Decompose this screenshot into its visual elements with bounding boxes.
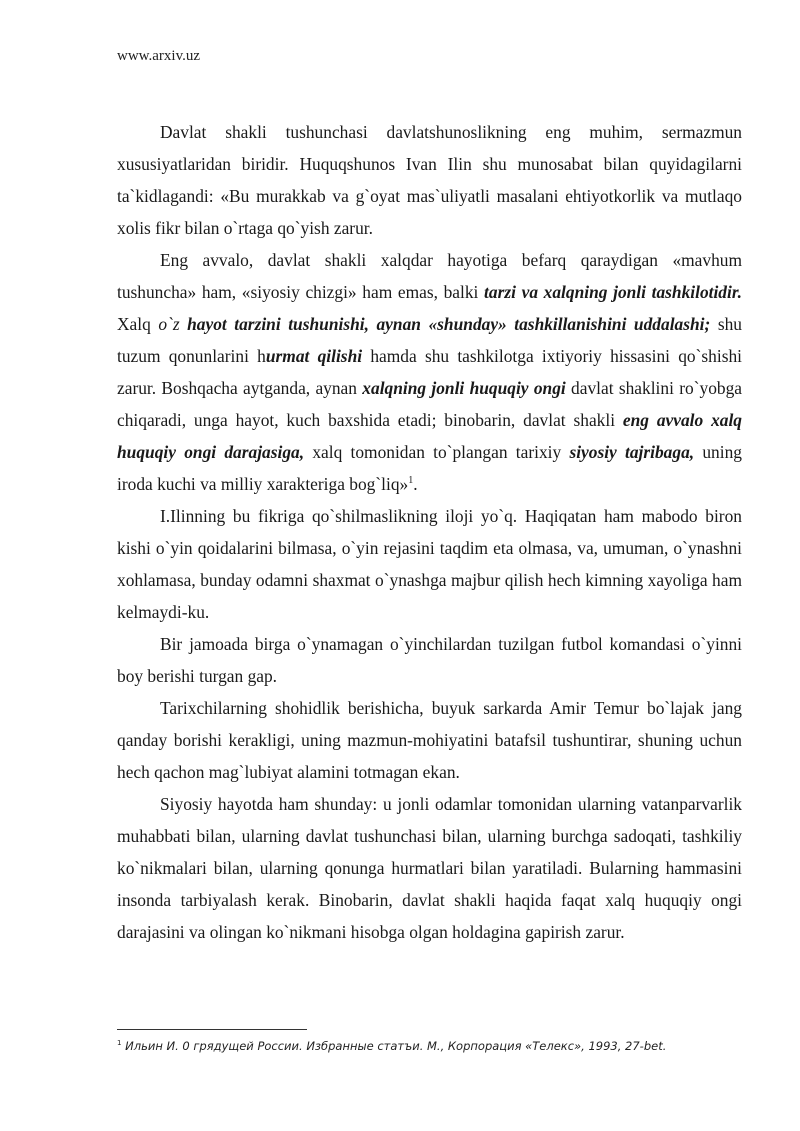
- paragraph-4: [117, 628, 742, 692]
- paragraph-2: [117, 244, 742, 500]
- paragraph-text: I.Ilinning bu fikriga qo`shilmaslikning iloji yo`q. Haqiqatan ham mabodo biron kishi o`yin qoidalarini bilmasa, o`yin rejasini taqdim eta olmasa, va, umuman, o`ynashni xohlamasa, bunday odamni shaxmat o`ynashga majbur qilish hech kimning xayoliga ham kelmaydi-ku.: [117, 506, 742, 622]
- emphasis-text: hayot tarzini tushunishi, aynan «shunday» tashkillanishini uddalashi;: [187, 314, 711, 334]
- emphasis-text: urmat qilishi: [265, 346, 363, 366]
- paragraph-1: [117, 116, 742, 244]
- paragraph-6: [117, 788, 742, 948]
- paragraph-3: [117, 500, 742, 628]
- footnote-mark: 1: [117, 1039, 122, 1048]
- paragraph-text: Bir jamoada birga o`ynamagan o`yinchilardan tuzilgan futbol komandasi o`yinni boy berishi turgan gap.: [117, 634, 742, 686]
- paragraph-text: Tarixchilarning shohidlik berishicha, buyuk sarkarda Amir Temur bo`lajak jang qanday borishi kerakligi, uning mazmun-mohiyatini batafsil tushuntirar, shuning uchun hech qachon mag`lubiyat alamini totmagan ekan.: [117, 698, 742, 782]
- footnote: [117, 1038, 742, 1054]
- site-header: www.arxiv.uz: [117, 48, 201, 64]
- italic-text: o`z: [158, 314, 180, 334]
- paragraph-text: shu tuzum qonunlarini h: [117, 314, 742, 366]
- emphasis-text: tarzi va xalqning jonli tashkilotidir.: [484, 282, 742, 302]
- emphasis-text: siyosiy tajribaga,: [569, 442, 695, 462]
- paragraph-text: davlat shaklini ro`yobga chiqaradi, unga hayot, kuch baxshida etadi; binobarin, davlat shakli: [117, 378, 742, 430]
- footnote-text: Ильин И. 0 грядущей России. Избранные статъи. М., Корпорация «Телекс», 1993, 27-bet.: [121, 1039, 667, 1053]
- emphasis-text: eng avvalo xalq huquqiy ongi darajasiga,: [117, 410, 742, 462]
- document-body: [117, 116, 742, 948]
- paragraph-text: Eng avvalo, davlat shakli xalqdar hayotiga befarq qaraydigan «mavhum tushuncha» ham, «siyosiy chizgi» ham emas, balki: [117, 250, 742, 302]
- emphasis-text: xalqning jonli huquqiy ongi: [362, 378, 566, 398]
- paragraph-text: Siyosiy hayotda ham shunday: u jonli odamlar tomonidan ularning vatanparvarlik muhabbati bilan, ularning davlat tushunchasi bilan, ularning burchga sadoqati, tashkiliy ko`nikmalari bilan, ularning qonunga hurmatlari bilan yaratiladi. Bularning hammasini insonda tarbiyalash kerak. Binobarin, davlat shakli haqida faqat xalq huquqiy ongi darajasini va olingan ko`nikmani hisobga olgan holdagina gapirish zarur.: [117, 794, 742, 942]
- paragraph-text: xalq tomonidan to`plangan tarixiy: [304, 442, 570, 462]
- footnote-reference[interactable]: 1: [408, 475, 414, 487]
- footnote-divider: [117, 1029, 307, 1030]
- paragraph-text: .: [413, 474, 418, 494]
- paragraph-text: Davlat shakli tushunchasi davlatshunoslikning eng muhim, sermazmun xususiyatlaridan biridir. Huquqshunos Ivan Ilin shu munosabat bilan quyidagilarni ta`kidlagandi: «Bu murakkab va g`oyat mas`uliyatli masalani ehtiyotkorlik va mutlaqo xolis fikr bilan o`rtaga qo`yish zarur.: [117, 122, 742, 238]
- paragraph-text: Xalq: [117, 314, 159, 334]
- paragraph-text: uning iroda kuchi va milliy xarakteriga bog`liq»: [117, 442, 742, 494]
- paragraph-5: [117, 692, 742, 788]
- paragraph-text: hamda shu tashkilotga ixtiyoriy hissasini qo`shishi zarur. Boshqacha aytganda, aynan: [117, 346, 742, 398]
- paragraph-text: [180, 314, 188, 334]
